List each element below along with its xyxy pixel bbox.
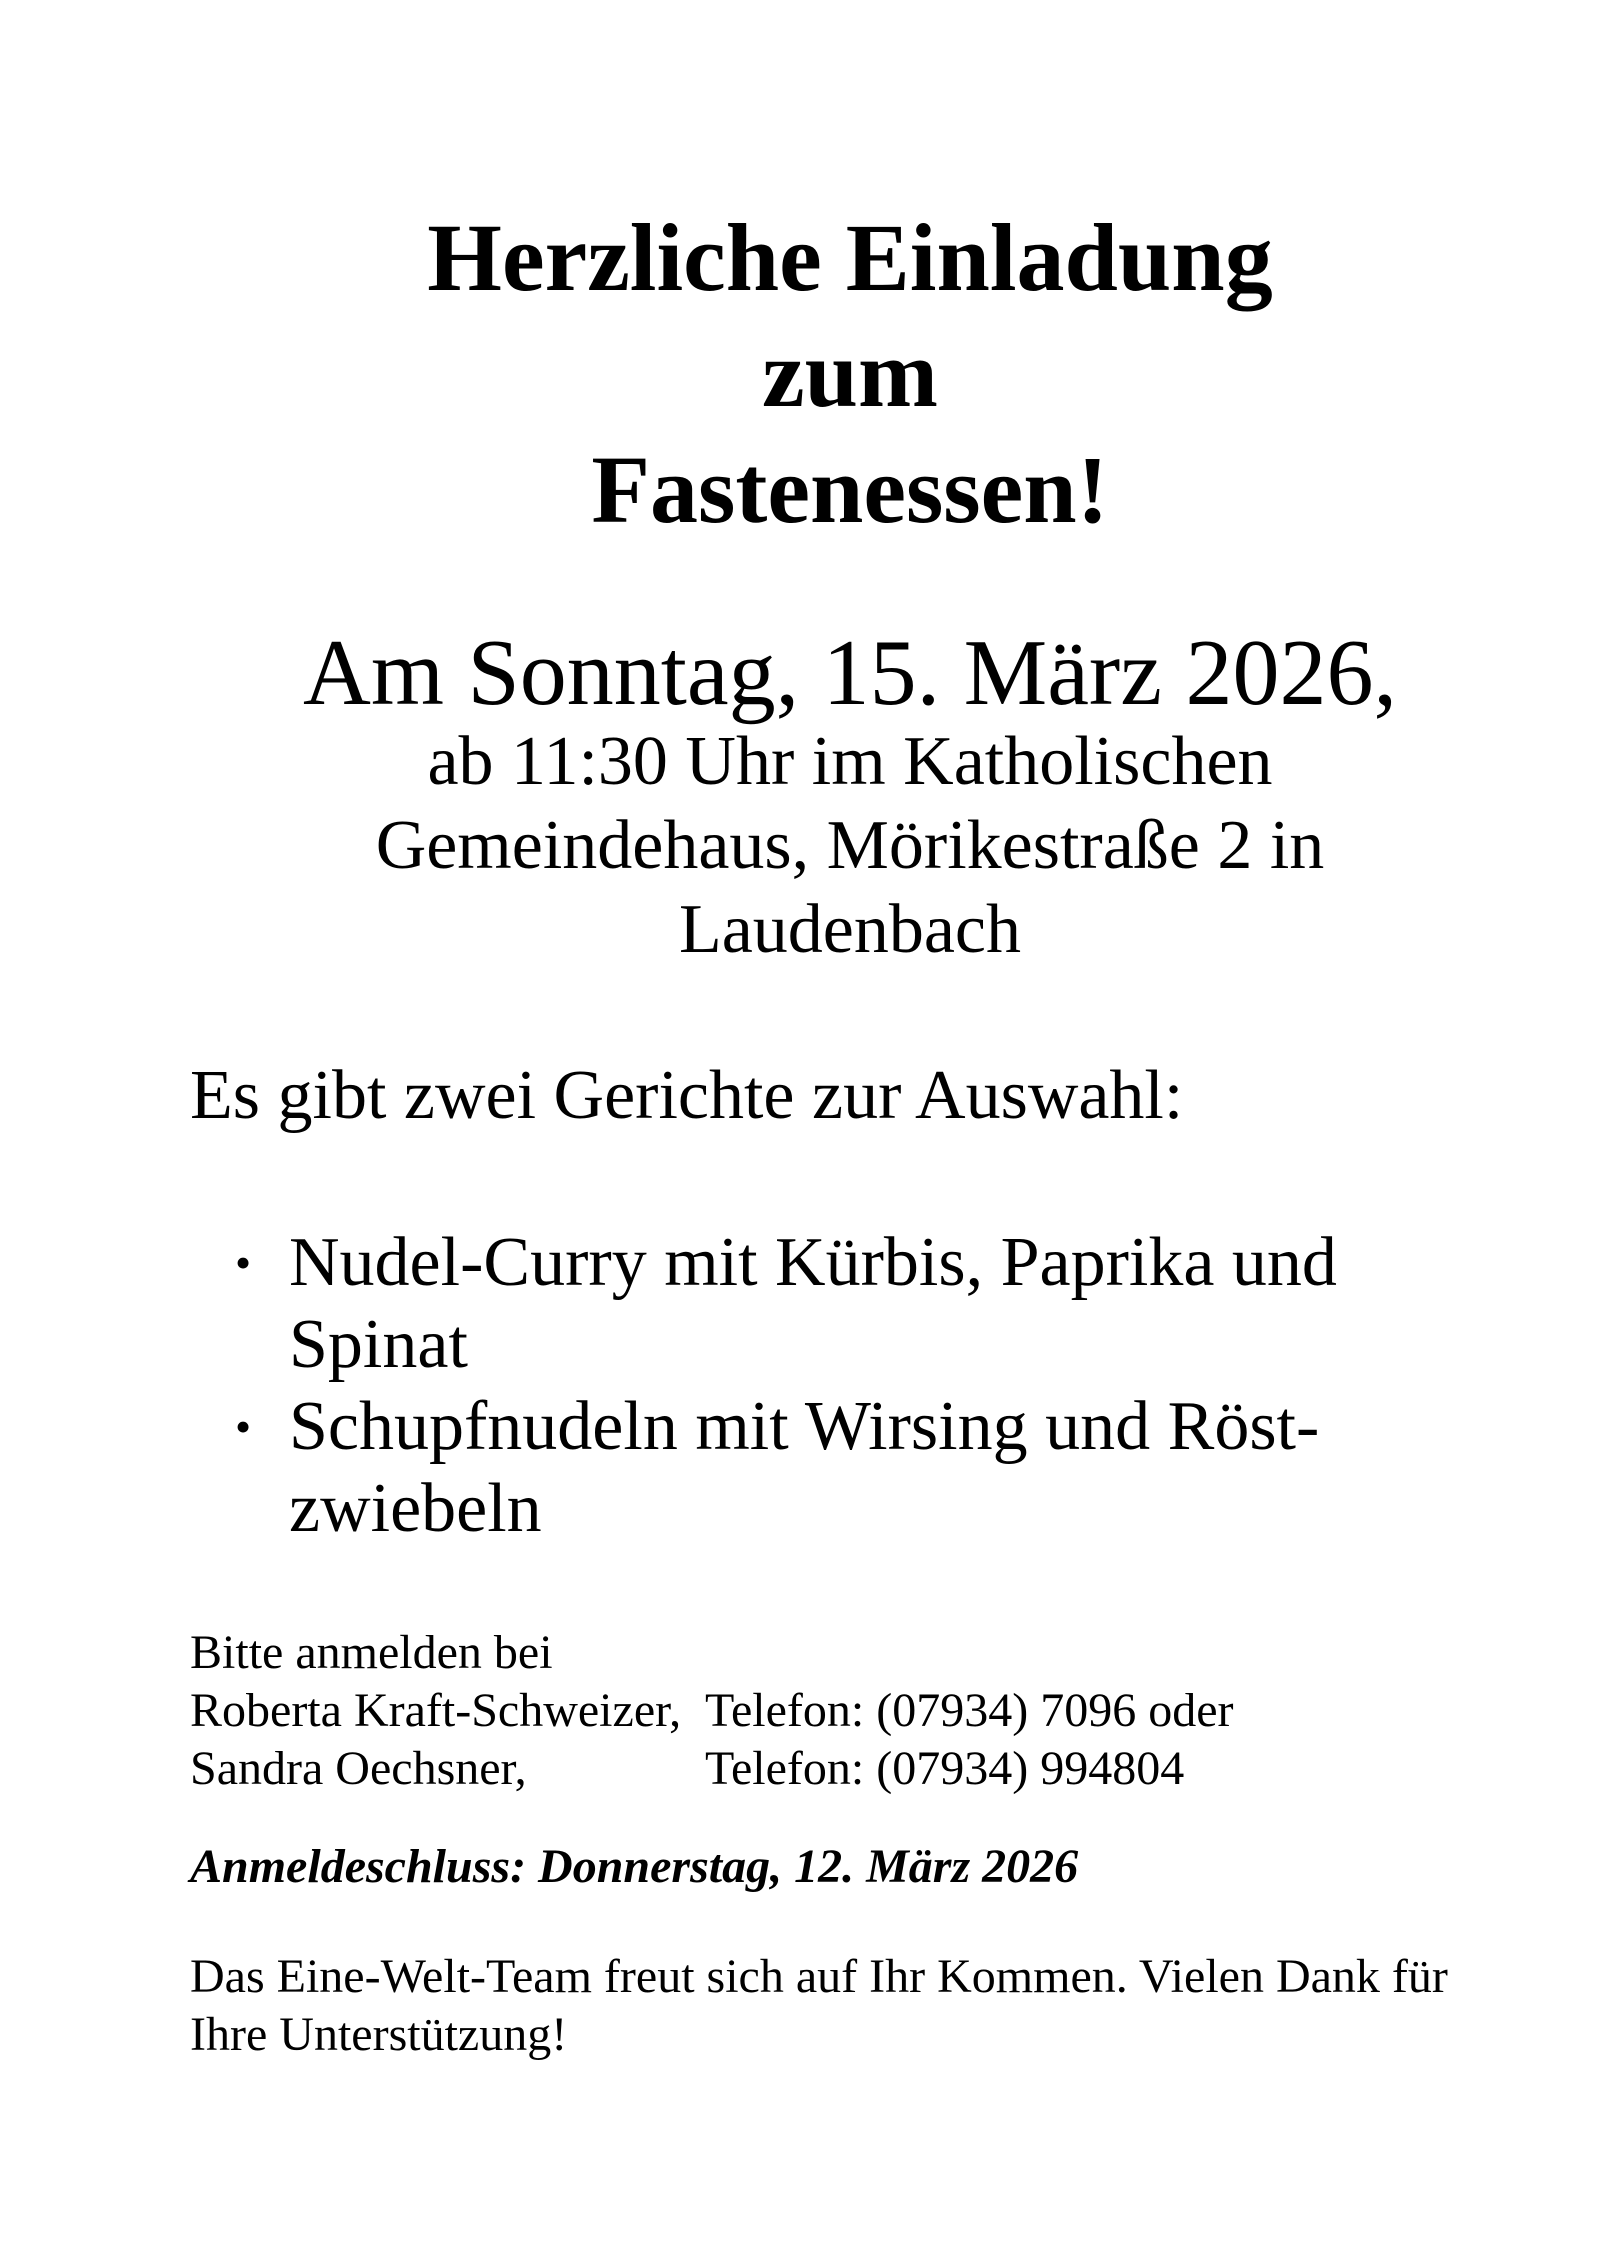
dish-list	[235, 1222, 1435, 1550]
title-line-1: Herzliche Einladung	[427, 204, 1273, 311]
dish-item	[235, 1386, 1435, 1550]
event-location	[0, 720, 1600, 972]
menu-intro: Es gibt zwei Gerichte zur Auswahl:	[190, 1057, 1184, 1134]
contact-phone: Telefon: (07934) 7096 oder	[705, 1684, 1234, 1737]
title-line-2: zum	[762, 320, 938, 427]
bullet-icon: •	[235, 1237, 252, 1288]
contact-name: Sandra Oechsner,	[190, 1742, 527, 1795]
dish-item	[235, 1222, 1435, 1386]
closing-line-1: Das Eine-Welt-Team freut sich auf Ihr Kommen. Vielen Dank für	[190, 1950, 1448, 2003]
dish-line-1: Nudel-Curry mit Kürbis, Paprika und	[289, 1224, 1337, 1301]
location-line-1: ab 11:30 Uhr im Katholischen	[427, 723, 1273, 800]
contact-name: Roberta Kraft-Schweizer,	[190, 1684, 682, 1737]
event-date: Am Sonntag, 15. März 2026,	[303, 621, 1397, 725]
contact-row	[190, 1682, 1234, 1740]
closing-note	[190, 1948, 1448, 2064]
registration-block	[190, 1624, 1234, 1798]
registration-heading: Bitte anmelden bei	[190, 1626, 553, 1679]
contact-row	[190, 1740, 1185, 1798]
location-line-3: Laudenbach	[678, 891, 1022, 968]
page-title	[0, 200, 1600, 548]
title-line-3: Fastenessen!	[591, 436, 1109, 543]
bullet-icon: •	[235, 1401, 252, 1452]
closing-line-2: Ihre Unterstützung!	[190, 2008, 568, 2061]
location-line-2: Gemeindehaus, Mörikestraße 2 in	[375, 807, 1325, 884]
dish-line-2: zwiebeln	[289, 1470, 542, 1547]
contact-phone: Telefon: (07934) 994804	[705, 1742, 1185, 1795]
registration-deadline: Anmeldeschluss: Donnerstag, 12. März 2026	[190, 1840, 1079, 1893]
dish-line-1: Schupfnudeln mit Wirsing und Röst-	[289, 1388, 1320, 1465]
dish-line-2: Spinat	[289, 1306, 468, 1383]
